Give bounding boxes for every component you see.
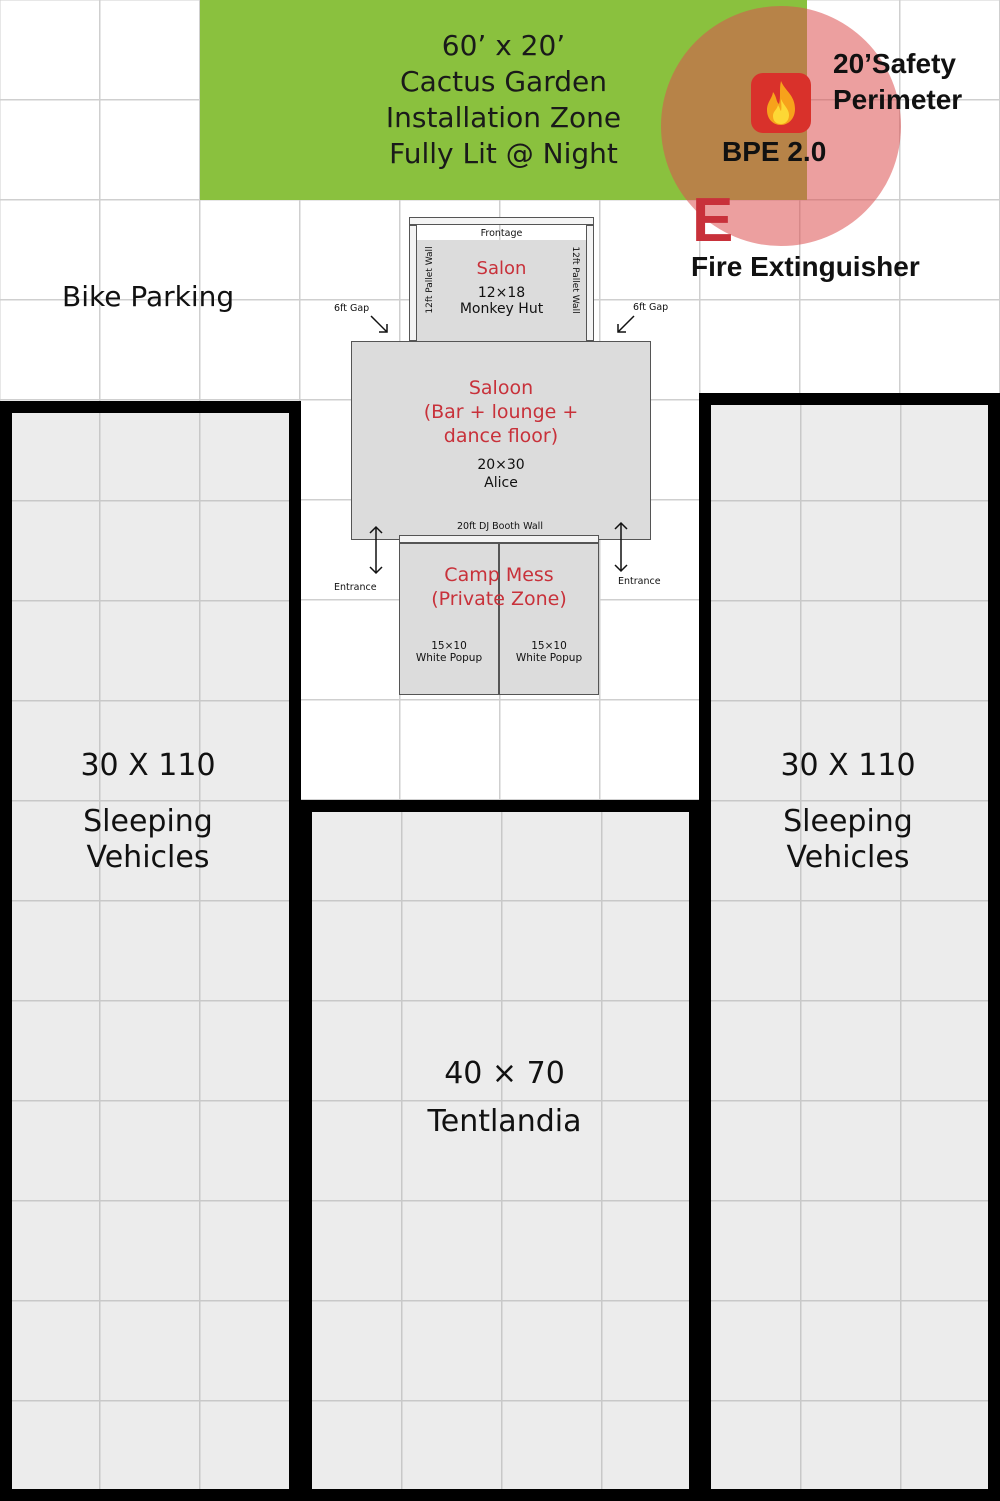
salon-frontage-label: Frontage (480, 228, 523, 239)
sleeping-left-line1: Sleeping (83, 804, 213, 839)
left-gap-arrow-icon (368, 313, 392, 337)
left-gap-label: 6ft Gap (334, 303, 370, 314)
sleeping-left-line2: Vehicles (86, 840, 210, 875)
saloon-subtitle-2: dance floor) (443, 424, 559, 447)
dj-booth-wall-label: 20ft DJ Booth Wall (457, 521, 543, 532)
salon-right-wall-label: 12ft Pallet Wall (570, 246, 580, 314)
right-entrance-arrow-icon (611, 520, 631, 574)
saloon-size: 20×30 (477, 456, 525, 473)
left-entrance-arrow-icon (366, 524, 386, 576)
bpe-label: BPE 2.0 (722, 136, 827, 167)
cactus-garden-subtitle: Installation Zone (385, 101, 622, 134)
saloon-subtitle-1: (Bar + lounge + (423, 400, 579, 423)
sleeping-right-size: 30 X 110 (780, 748, 916, 783)
dj-booth-wall (399, 535, 599, 543)
sleeping-right-line1: Sleeping (783, 804, 913, 839)
cactus-garden-lighting: Fully Lit @ Night (389, 137, 618, 170)
tentlandia-size: 40 × 70 (444, 1056, 565, 1091)
sleeping-right-line2: Vehicles (786, 840, 910, 875)
cactus-garden-title: Cactus Garden (400, 65, 607, 98)
sleeping-left-size: 30 X 110 (80, 748, 216, 783)
right-entrance-label: Entrance (618, 576, 661, 587)
saloon-title: Saloon (468, 376, 534, 399)
bike-parking-label: Bike Parking (62, 280, 235, 313)
camp-mess-title: Camp Mess (Private Zone) (431, 564, 567, 610)
salon-frontage-wall (409, 217, 594, 225)
right-gap-arrow-icon (613, 313, 637, 337)
salon-owner: Monkey Hut (459, 301, 544, 317)
cactus-garden-size: 60’ x 20’ (441, 29, 566, 62)
salon-left-wall (409, 225, 417, 341)
tentlandia-title: Tentlandia (427, 1104, 582, 1139)
saloon-structure (351, 341, 651, 540)
sleeping-vehicles-right-label (699, 748, 997, 876)
salon-right-wall (586, 225, 594, 341)
fire-extinguisher-label: Fire Extinguisher (691, 251, 920, 282)
fire-icon (751, 73, 811, 133)
safety-perimeter-label: 20’Safety Perimeter (833, 48, 963, 115)
popup-left-info: 15×10 White Popup (415, 640, 483, 664)
sleeping-vehicles-left-zone (0, 401, 301, 1501)
salon-structure (417, 240, 586, 341)
salon-size: 12×18 (477, 285, 526, 301)
tentlandia-label (304, 1056, 705, 1140)
fire-extinguisher-marker: E (692, 186, 734, 255)
salon-left-wall-label: 12ft Pallet Wall (425, 246, 435, 314)
tentlandia-zone (300, 800, 701, 1501)
sleeping-vehicles-right-zone (699, 393, 1000, 1501)
right-gap-label: 6ft Gap (633, 302, 669, 313)
popup-right-info: 15×10 White Popup (515, 640, 583, 664)
sleeping-vehicles-left-label (0, 748, 296, 876)
saloon-owner: Alice (484, 474, 518, 491)
salon-title: Salon (476, 258, 527, 279)
left-entrance-label: Entrance (334, 582, 377, 593)
